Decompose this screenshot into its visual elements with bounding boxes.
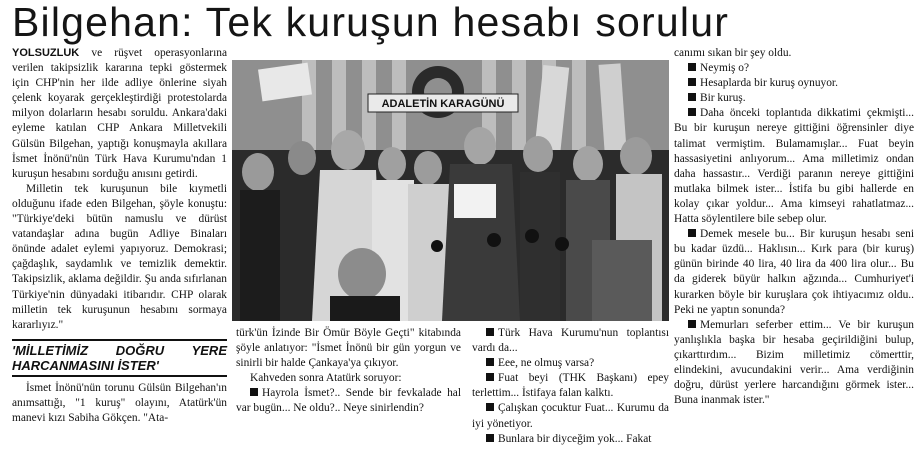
dialogue-line <box>472 401 669 431</box>
dialogue-line <box>472 326 669 356</box>
dialogue-text: Eee, ne olmuş varsa? <box>498 357 595 370</box>
paragraph: Kahveden sonra Atatürk soruyor: <box>250 372 402 385</box>
headline: Bilgehan: Tek kuruşun hesabı sorulur <box>12 0 730 45</box>
article-column-3 <box>472 326 669 447</box>
bullet-icon <box>486 328 494 336</box>
dialogue-line <box>472 371 669 401</box>
dialogue-text: Daha önceki toplantıda dikkatimi çekmişti... Bu bir kuruşun nereye gittiğini öğrensinler diye talimat vermiştim. Bulamamışlar... Fuat beyin hassasiyetini anlıyorum... Ama milletimiz ondan daha hassastır... Verdiği paranın nereye gittiğini mutlaka bilmek ister... İstifa bu gibi hallerde en kolay çıkar yoldur... Ama kimseyi rahatlatmaz... Hatta söylentilere bile sebep olur. <box>674 107 914 226</box>
paragraph: İsmet İnönü'nün torunu Gülsün Bilgehan'ın anımsattığı, "1 kuruş" olayını, Atatürk'ün manevi kızı Sabiha Gökçen. "Ata- <box>12 381 227 424</box>
bullet-icon <box>688 63 696 71</box>
paragraph: canımı sıkan bir şey oldu. <box>674 47 792 59</box>
bullet-icon <box>486 403 494 411</box>
dialogue-text: Neymiş o? <box>700 62 750 75</box>
dialogue-text: Memurları seferber ettim... Ve bir kuruşun yanlışlıkla başka bir hesaba geçirildiğini bulup, çıkarttırdım... Bizim milletimiz cömerttir, elindekini, avucundakini verir... Ama verdiğinin doğru, dürüst yerlere harcandığını görmek ister... Buna inanmak ister." <box>674 318 914 407</box>
dialogue-text: Türk Hava Kurumu'nun toplantısı vardı da... <box>472 327 669 355</box>
bullet-icon <box>688 78 696 86</box>
bullet-icon <box>250 388 258 396</box>
dialogue-text: Hayrola İsmet?.. Sende bir fevkalade hal var bugün... Ne oldu?.. Neye sinirlendin? <box>236 387 461 415</box>
dialogue-text: Demek mesele bu... Bir kuruşun hesabı seni bu kadar üzdü... Haklısın... Kırk para (bir kuruş) günün birinde 40 lira, 40 lira da 400 lira olur... Bu da giderek büyür halkın ağzında... Cumhuriyet'i kurarken böyle bir kuruşlara çok ihtiyacımız oldu.. Peki ne yaptın sonunda? <box>674 228 914 316</box>
dialogue-line <box>674 91 914 106</box>
article-column-2 <box>236 326 461 417</box>
dialogue-text: Bunlara bir diyceğim yok... Fakat <box>498 432 652 445</box>
bullet-icon <box>486 434 494 442</box>
paragraph-text: ve rüşvet operasyonlarına verilen takipsizlik kararına tepki göstermek için CHP'nin her ilde adliye önlerine siyah çelenk koyarak gerçekleştirdiği protestolarda milyon dolarların hesabı soruldu. Ankara'daki eyleme katılan CHP Ankara Milletvekili Gülsün Bilgehan, yaptığı konuşmayla akıllara İsmet İnönü'nün Türk Hava Kurumu'ndan 1 kuruşun hesabını sorduğu anısını getirdi. <box>12 47 227 180</box>
lead-word: YOLSUZLUK <box>12 47 80 59</box>
bullet-icon <box>688 229 696 237</box>
dialogue-line <box>674 76 914 91</box>
bullet-icon <box>688 93 696 101</box>
bullet-icon <box>688 320 696 328</box>
dialogue-line <box>674 61 914 76</box>
dialogue-line <box>472 432 669 447</box>
paragraph <box>12 46 227 182</box>
article-column-4 <box>674 46 914 408</box>
news-photo <box>232 60 669 321</box>
dialogue-text: Çalışkan çocuktur Fuat... Kurumu da iyi yönetiyor. <box>472 402 669 430</box>
dialogue-line <box>674 106 914 227</box>
bullet-icon <box>486 373 494 381</box>
bullet-icon <box>688 108 696 116</box>
paragraph: türk'ün İzinde Bir Ömür Böyle Geçti" kitabında şöyle anlatıyor: "İsmet İnönü bir gün yorgun ve sinirli bir halde Çankaya'ya çıkıyor. <box>236 327 461 370</box>
dialogue-line <box>236 386 461 416</box>
dialogue-line <box>674 318 914 409</box>
dialogue-text: Fuat beyi (THK Başkanı) epey terlettim... İstifaya falan kalktı. <box>472 372 669 400</box>
subheading: 'MİLLETİMİZ DOĞRU YERE HARCANMASINI İSTER' <box>12 339 227 377</box>
dialogue-text: Bir kuruş. <box>700 92 746 105</box>
press-conference-photo <box>232 60 669 321</box>
dialogue-text: Hesaplarda bir kuruş oynuyor. <box>700 77 838 90</box>
banner-text: ADALETİN KARAGÜNÜ <box>381 98 505 110</box>
dialogue-line <box>674 227 914 318</box>
bullet-icon <box>486 358 494 366</box>
article-column-1 <box>12 46 227 426</box>
paragraph: Milletin tek kuruşunun bile kıymetli olduğunu ifade eden Bilgehan, şöyle konuştu: "Türkiye'deki bütün namuslu ve dürüst vatandaşlar adına bugün Adliye Binaları önünde adalet eylemi yapıyoruz. Demokrasi; çağdaşlık, saydamlık ve temizlik demektir. Takipsizlik, aklama değildir. Şu anda sıfırlanan Türkiye'nin dünyadaki itibarıdır. CHP olarak milletin tek kuruşunun hesabını sormaya kararlıyız." <box>12 182 227 331</box>
dialogue-line <box>472 356 669 371</box>
